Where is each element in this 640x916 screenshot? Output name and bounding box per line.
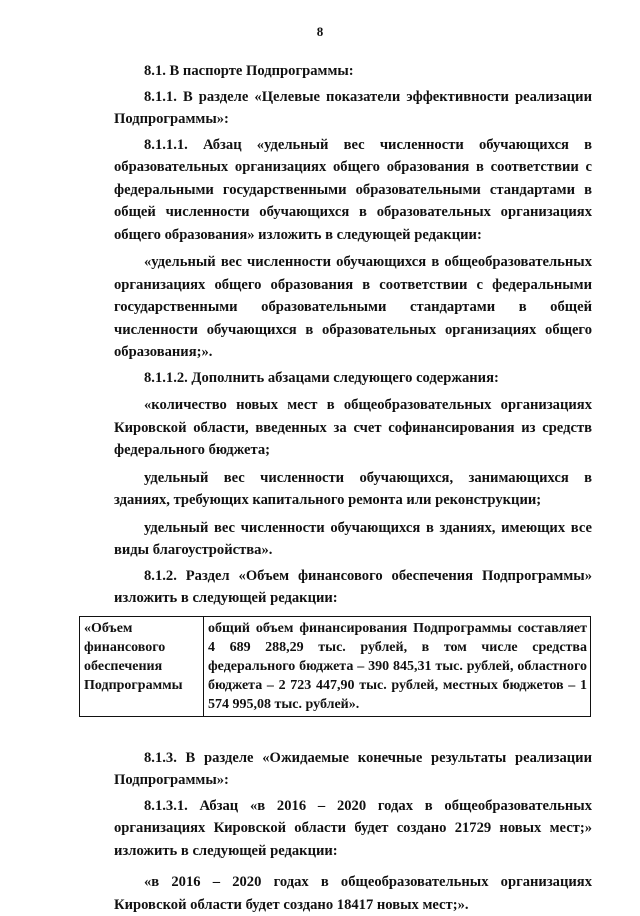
- table-label-line: Подпрограммы: [84, 677, 183, 693]
- paragraph: 8.1.1. В разделе «Целевые показатели эффективности реализации Подпрограммы»:: [114, 88, 592, 127]
- paragraph: 8.1.1.1. Абзац «удельный вес численности обучающихся в образовательных организациях общего образования в соответствии с федеральными государственными образовательными стандартами в общей численности обучающихся в образовательных организациях общего образования» изложить в следующей редакции:: [114, 136, 592, 243]
- document-body: [84, 60, 592, 916]
- paragraph: удельный вес численности обучающихся в зданиях, имеющих все виды благоустройства».: [114, 519, 592, 558]
- paragraph: 8.1.3.1. Абзац «в 2016 – 2020 годах в общеобразовательных организациях Кировской области будет создано 21729 новых мест;» изложить в следующей редакции:: [114, 797, 592, 859]
- paragraph: удельный вес численности обучающихся, занимающихся в зданиях, требующих капитального ремонта или реконструкции;: [114, 469, 592, 508]
- paragraph: 8.1. В паспорте Подпрограммы:: [144, 63, 354, 79]
- table-label-line: «Объем: [84, 620, 133, 636]
- table-label-line: обеспечения: [84, 658, 163, 674]
- paragraph: «удельный вес численности обучающихся в общеобразовательных организациях общего образования в соответствии с федеральными государственными образовательными стандартами в общей численности обучающихся в образовательных организациях общего образования;».: [114, 254, 592, 360]
- paragraph: 8.1.2. Раздел «Объем финансового обеспечения Подпрограммы» изложить в следующей редакции:: [114, 567, 592, 606]
- paragraph: 8.1.1.2. Дополнить абзацами следующего содержания:: [144, 369, 499, 386]
- paragraph: «количество новых мест в общеобразовательных организациях Кировской области, введенных за счет софинансирования из средств федерального бюджета;: [114, 397, 592, 458]
- table-cell-label: [80, 616, 204, 716]
- paragraph: «в 2016 – 2020 годах в общеобразовательных организациях Кировской области будет создано 18417 новых мест;».: [114, 874, 592, 913]
- paragraph: 8.1.3. В разделе «Ожидаемые конечные результаты реализации Подпрограммы»:: [114, 749, 592, 788]
- financing-table: [79, 616, 591, 717]
- table-cell-value: общий объем финансирования Подпрограммы составляет 4 689 288,29 тыс. рублей, в том числе средства федерального бюджета – 390 845,31 тыс. рублей, областного бюджета – 2 723 447,90 тыс. рублей, местных бюджетов – 1 574 995,08 тыс. рублей».: [204, 616, 591, 716]
- table-label-line: финансового: [84, 639, 166, 655]
- page-number: 8: [316, 24, 324, 39]
- table-row: [80, 616, 591, 716]
